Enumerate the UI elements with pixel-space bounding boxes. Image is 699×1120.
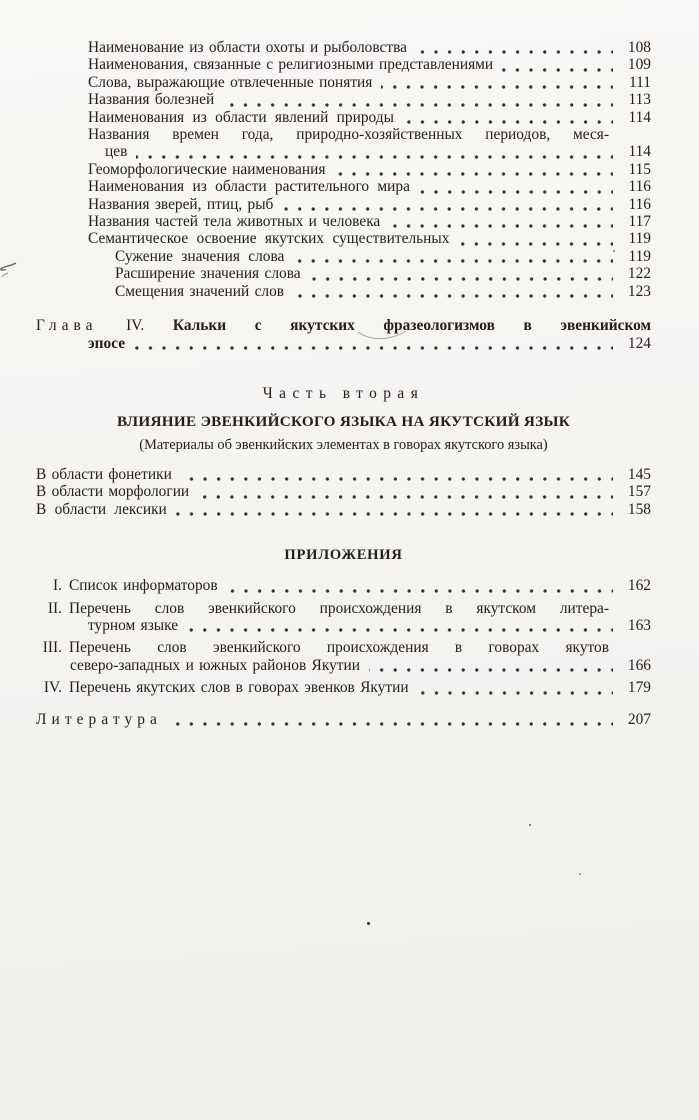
chapter-word: Глава (36, 317, 98, 335)
toc-entry-label: В области морфологии (36, 483, 190, 501)
dot-leader (310, 277, 613, 281)
dot-leader (403, 120, 613, 124)
toc-entry-label: Наименования, связанные с религиозными представлениями (88, 56, 494, 74)
page-number: 115 (628, 160, 651, 178)
appendix-heading: ПРИЛОЖЕНИЯ (284, 547, 403, 564)
toc-entry-label: Перечень якутских слов в говорах эвенков Якутии (69, 679, 409, 697)
toc-entry (36, 109, 651, 126)
page-number: 117 (628, 213, 651, 231)
page-number: 114 (628, 108, 651, 126)
page-number: 124 (627, 334, 651, 352)
page-number: 116 (628, 195, 651, 213)
page-number: 162 (627, 577, 651, 595)
dot-leader (282, 207, 613, 211)
toc-entry-label: Расширение значения слова (115, 265, 301, 283)
part2-entries (36, 466, 651, 518)
page-number: 179 (627, 679, 651, 697)
appendix-numeral: IV. (43, 679, 62, 697)
toc-entry-label: Семантическое освоение якутских существительных (88, 230, 450, 248)
dot-leader (136, 155, 613, 159)
page-number: 111 (629, 73, 651, 91)
ink-speck (579, 873, 581, 875)
toc-entry-label: Перечень слов эвенкийского происхождения в говорах якутов (69, 639, 609, 657)
toc-literature (36, 711, 651, 728)
dot-leader (293, 259, 613, 263)
toc-entry (36, 196, 651, 213)
page-number: 113 (628, 91, 651, 109)
toc-entry (36, 501, 651, 518)
page-number: 145 (627, 465, 651, 483)
toc-entry-label-cont: северо-западных и южных районов Якутии (70, 656, 360, 674)
toc-entry-label: Перечень слов эвенкийского происхождения в якутском литера- (69, 599, 609, 617)
dot-leader (181, 477, 613, 481)
dot-leader (227, 589, 613, 593)
dot-leader (418, 691, 613, 695)
toc-chapter-4 (36, 317, 651, 352)
part2-subtitle: (Материалы об эвенкийских элементах в говорах якутского языка) (139, 436, 548, 453)
dot-leader (381, 85, 613, 89)
toc-appendix (36, 546, 651, 696)
dot-leader (293, 294, 613, 298)
page-number: 207 (627, 710, 651, 728)
appendix-entry (36, 600, 651, 635)
ink-speck (529, 824, 531, 826)
toc-entry-label: Наименования из области явлений природы (88, 108, 394, 126)
toc-entry-label: Сужение значения слова (115, 247, 285, 265)
appendix-entries (36, 577, 651, 696)
toc-entry-label: В области лексики (36, 500, 167, 518)
appendix-entry (36, 679, 651, 696)
appendix-entry-line1 (36, 600, 651, 617)
chapter-title-cont: эпосе (88, 334, 126, 352)
dot-leader (419, 190, 613, 194)
page-number: 119 (628, 230, 651, 248)
toc-entry-label: Геоморфологические наименования (88, 160, 326, 178)
toc-entry-label: Названия частей тела животных и человека (88, 213, 381, 231)
page-number: 163 (627, 616, 651, 634)
dot-leader (134, 346, 613, 350)
page-number: 122 (627, 265, 651, 283)
dot-leader (369, 668, 613, 672)
toc-entry-label: Наименования из области растительного мира (88, 178, 410, 196)
ink-speck (367, 922, 370, 925)
toc-entry-label: Названия болезней (88, 91, 215, 109)
part2-heading: Часть вторая (262, 384, 425, 402)
toc-entry-label: Слова, выражающие отвлеченные понятия (88, 73, 373, 91)
dot-leader (187, 628, 613, 632)
appendix-numeral: III. (42, 639, 62, 657)
toc-entry-label: Названия зверей, птиц, рыб (88, 195, 274, 213)
literature-label: Литература (36, 710, 162, 728)
dot-leader (389, 224, 613, 228)
toc-entry-label: Смещения значений слов (115, 282, 285, 300)
page-number: 166 (627, 656, 651, 674)
appendix-entry-line1 (36, 639, 651, 656)
dot-leader (458, 242, 613, 246)
page-number: 108 (627, 39, 651, 56)
dot-leader (334, 172, 613, 176)
toc-entry (36, 74, 651, 91)
page-number: 109 (627, 56, 651, 74)
toc-entry (36, 230, 651, 247)
page-number: 114 (628, 143, 651, 161)
toc-entry (36, 466, 651, 483)
toc-subentry (36, 248, 651, 265)
toc-entry-label: Список информаторов (69, 577, 218, 595)
toc-entry (36, 39, 651, 56)
page-number: 158 (627, 500, 651, 518)
toc-entry-line2 (36, 143, 651, 160)
appendix-entry (36, 639, 651, 674)
dot-leader (171, 722, 613, 726)
toc-entry-label: Наименование из области охоты и рыболовства (88, 39, 407, 56)
toc-entry (36, 161, 651, 178)
toc-part1 (36, 39, 651, 300)
toc-subentry (36, 283, 651, 300)
chapter-heading-line (36, 317, 651, 334)
page-number: 123 (627, 282, 651, 300)
toc-entry-label: цев (105, 143, 128, 161)
appendix-entry (36, 577, 651, 594)
toc-entry-label-cont: турном языке (88, 616, 179, 634)
page-number: 119 (628, 247, 651, 265)
toc-entry (36, 483, 651, 500)
appendix-numeral: II. (47, 599, 62, 617)
dot-leader (198, 495, 613, 499)
ink-speck (613, 250, 615, 252)
toc-entry-label: В области фонетики (36, 465, 172, 483)
toc-entry-line1: Названия времен года, природно-хозяйственных периодов, меся- (88, 126, 609, 144)
dot-leader (416, 50, 613, 54)
chapter-number: IV. (126, 317, 145, 335)
toc-part2 (36, 384, 651, 518)
toc-entry (36, 91, 651, 108)
page-number: 116 (628, 178, 651, 196)
dot-leader (502, 68, 613, 72)
toc-entry (36, 213, 651, 230)
chapter-line2 (36, 335, 651, 352)
dot-leader (176, 512, 613, 516)
chapter-title: Кальки с якутских фразеологизмов в эвенкийском (172, 317, 651, 335)
part2-title: ВЛИЯНИЕ ЭВЕНКИЙСКОГО ЯЗЫКА НА ЯКУТСКИЙ ЯЗЫК (116, 412, 571, 430)
dot-leader (223, 103, 613, 107)
appendix-entry-line2 (36, 617, 651, 634)
toc-entry (36, 56, 651, 73)
toc-entry (36, 178, 651, 195)
appendix-numeral: I. (53, 577, 62, 595)
toc-subentry (36, 265, 651, 282)
page-number: 157 (627, 483, 651, 501)
appendix-entry-line2 (36, 657, 651, 674)
